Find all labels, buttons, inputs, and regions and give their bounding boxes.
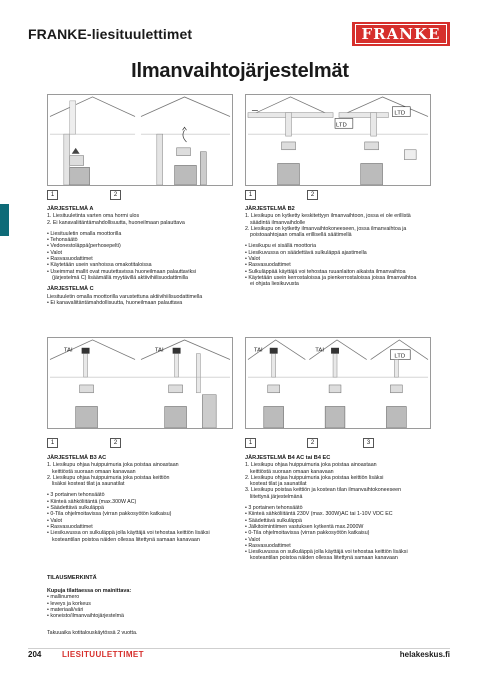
diagram-system-b3 (47, 337, 233, 429)
section-title: JÄRJESTELMÄ B2 (245, 206, 295, 212)
ltd-label: LTD (394, 110, 406, 117)
diagram-system-a (47, 94, 233, 186)
section-title: JÄRJESTELMÄ B3 AC (47, 455, 107, 461)
tai-label: TAI (253, 347, 263, 354)
number-label: 2 (307, 190, 318, 200)
header-title: FRANKE-liesituulettimet (28, 26, 193, 42)
franke-logo: FRANKE (352, 22, 450, 46)
warranty-note: Takuuaika kotitalouskäytössä 2 vuotta. (47, 630, 138, 636)
footer-divider (28, 648, 450, 649)
footer-website: helakeskus.fi (399, 650, 450, 659)
side-tab-marker (0, 204, 9, 236)
section-system-b3: JÄRJESTELMÄ B3 AC 1. Liesikupu ohjaa huippuimuria joka poistaa ainoastaan keittiöstä suoraan omaan kanavaan 2. Liesikupu ohjaa huippuimuria joka poistaa keittiön lisäksi kosteat tilat ja saunatilat • 3 portainen tehonsäätö • Kiinteä sähköliitäntä (max.300W AC) • Säädettävä sulkuläppä • 0-Tila ohjelmoitavissa (virran pakkosyötön katkaisu) • Valot • Rasvasuodattimet • Liesikuvussa on sulkuläppä jolla käyttäjä voi tehostaa keittiön lisäksi kosteantilan poistoa näiden ollessa liitettynä samaan kanavaan (47, 455, 239, 543)
number-label: 1 (47, 438, 58, 448)
section-title: JÄRJESTELMÄ B4 AC tai B4 EC (245, 455, 331, 461)
number-label: 3 (363, 438, 374, 448)
ltd-label: LTD (336, 122, 347, 129)
tai-label: TAI (154, 347, 164, 354)
number-label: 2 (110, 190, 121, 200)
page-title: Ilmanvaihtojärjestelmät (131, 60, 349, 82)
number-label: 2 (110, 438, 121, 448)
ordering-heading: Kupuja tilattaessa on mainittava: (47, 588, 132, 594)
diagram-system-b4 (245, 337, 431, 429)
number-label: 2 (307, 438, 318, 448)
ordering-item: • leveys ja korkeus (47, 601, 131, 607)
section-title: JÄRJESTELMÄ C (47, 286, 94, 293)
section-system-b4: JÄRJESTELMÄ B4 AC tai B4 EC 1. Liesikupu ohjaa huippuimuria joka poistaa ainoastaan keittiöstä suoraan omaan kanavaan 2. Liesikupu ohjaa huippuimuria joka poistaa keittiön lisäksi kosteat tilat ja saunatilat 3. Liesikupu poistaa keittiön ja kostean tilan ilmanvaihtokoneeseen liitettynä järjestelmänä • 3 portainen tehonsäätö • Kiinteä sähköliitäntä 230V (max. 300W)AC tai 1-10V VDC EC • Säädettävä sulkuläppä • Jälkitoimintiimen vastuksen kytkentä max.2000W • 0-Tila ohjelmoitavissa (virran pakkosyötön katkaisu) • Valot • Rasvasuodattimet • Liesikuvussa on sulkuläppä jolla käyttäjä voi tehostaa keittiön lisäksi kosteantilan poistoa näiden ollessa liitettynä samaan kanavaan (245, 455, 450, 562)
ordering-title: TILAUSMERKINTÄ (47, 575, 97, 581)
page-number: 204 (28, 650, 42, 659)
section-title: JÄRJESTELMÄ A (47, 206, 94, 212)
ordering-item: • koneisto/ilmanvaihtojärjestelmä (47, 613, 131, 619)
section-system-a: JÄRJESTELMÄ A 1. Liesituuletinta varten oma hormi ulos 2. Ei kanavaliitäntämahdollisuutta, huoneilmaan palauttava • Liesituuletin omalla moottorilla • Tehonsäätö • Vedonestoläppä(perhosepelti) • Valot • Rasvasuodattimet • Käytetään usein vanhoissa omakotitaloissa • Useimmat mallit ovat muutettavissa huoneilmaan palauttaviksi (järjestelmä C) lisäämällä myytävillä aktiivihiilisuodattimilla JÄRJESTELMÄ C Liesituuletin omalla moottorilla varustettuna aktiivihiilisuodattimella • Ei kanavaliitäntämahdollisuutta, huoneilmaan palauttava (47, 206, 237, 306)
ordering-item: • mallinumero (47, 594, 131, 600)
tai-label: TAI (63, 347, 73, 354)
number-label: 1 (245, 190, 256, 200)
diagram-system-b2 (245, 94, 431, 186)
footer-section-name: LIESITUULETTIMET (62, 650, 144, 659)
number-label: 1 (47, 190, 58, 200)
section-system-b2: JÄRJESTELMÄ B2 1. Liesikupu on kytketty keskitettyyn ilmanvaihtoon, jossa ei ole erillistä säädintä ilmanvaihdolle 2. Liesikupu on kytketty ilmanvaihtokoneeseen, jossa ilmanvaihtoa ja poistoaahtojaan omalla erillisellä säätimellä • Liesikupu ei sisällä moottoria • Liesikuvussa on säädettävä sulkuläppä ajastimella • Valot • Rasvasuodattimet • Sulkuläppää käyttäjä voi tehostaa ruuanlaiton aikaista ilmanvaihtoa • Käytetään usein kerrostaloissa ja pienkerrostaloissa joissa ilmanvaihtoa ei ohjata liesikuvusta (245, 206, 445, 288)
ordering-item: • materiaali/väri (47, 607, 131, 613)
ltd-label: LTD (394, 353, 406, 360)
number-label: 1 (245, 438, 256, 448)
tai-label: TAI (315, 347, 325, 354)
ordering-info (47, 588, 131, 619)
